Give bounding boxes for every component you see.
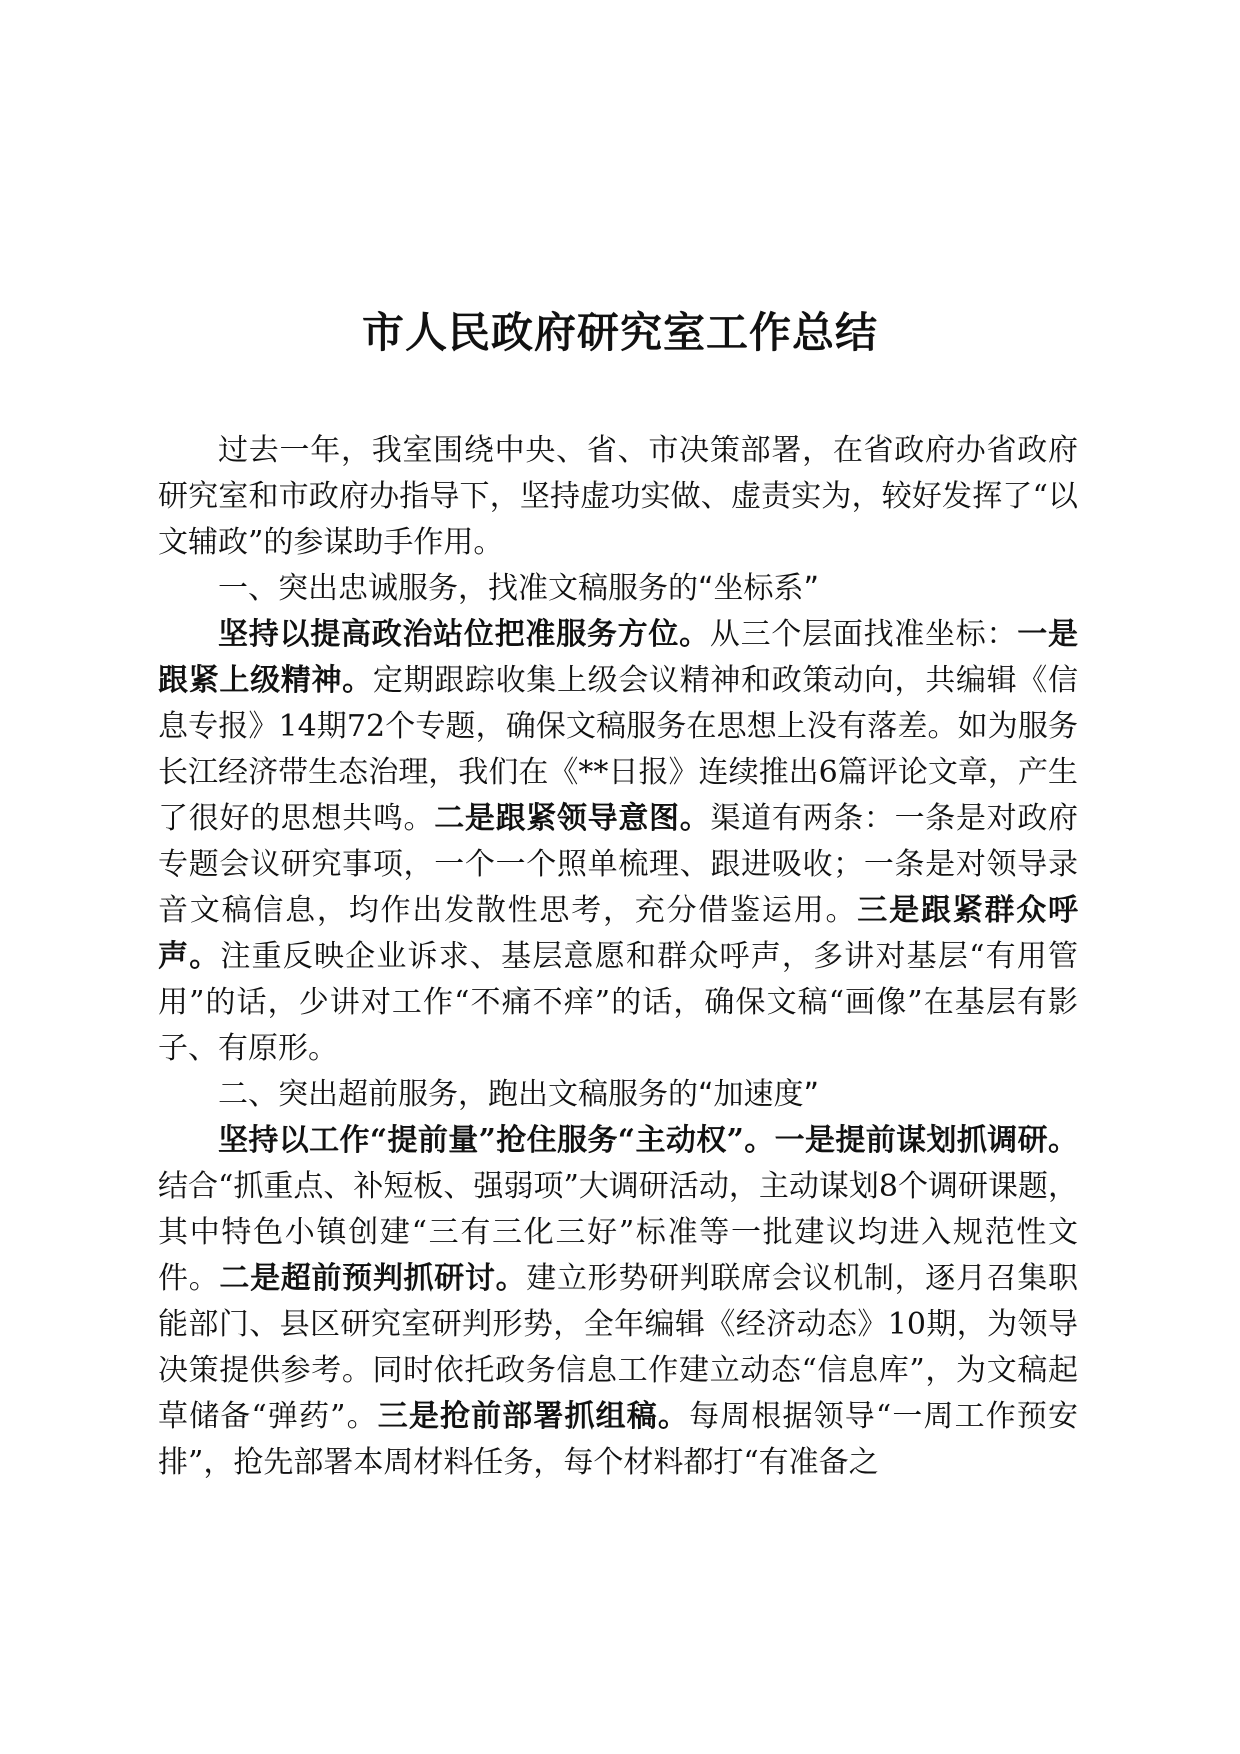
paragraph-text: 定期跟踪收集上级会议精神和政策动向，共编辑《信息专报》14期72个专题，确保文稿服务在思想上没有落差。如为服务长江经济带生态治理，我们在《**日报》连续推出6篇评论文章，产生了很好的思想共鸣。: [158, 663, 1078, 836]
section-2-paragraph: [158, 1118, 1078, 1486]
document-body: [158, 428, 1078, 1486]
section-heading-2: 二、突出超前服务，跑出文稿服务的“加速度”: [218, 1077, 820, 1112]
paragraph-lead: 坚持以工作“提前量”抢住服务“主动权”。: [218, 1123, 775, 1158]
point-label-3: 三是跟紧群众呼声。: [158, 893, 1079, 974]
paragraph-text: 每周根据领导“一周工作预安排”，抢先部署本周材料任务，每个材料都打“有准备之: [158, 1399, 1078, 1480]
intro-paragraph: 过去一年，我室围绕中央、省、市决策部署，在省政府办省政府研究室和市政府办指导下，坚持虚功实做、虚责实为，较好发挥了“以文辅政”的参谋助手作用。: [158, 433, 1078, 560]
document-title: 市人民政府研究室工作总结: [361, 308, 878, 357]
paragraph-text: 结合“抓重点、补短板、强弱项”大调研活动，主动谋划8个调研课题，其中特色小镇创建“三有三化三好”标准等一批建议均进入规范性文件。: [158, 1169, 1078, 1296]
section-1-paragraph: [158, 612, 1078, 1072]
section-heading-1: 一、突出忠诚服务，找准文稿服务的“坐标系”: [218, 571, 820, 606]
paragraph-text: 从三个层面找准坐标：: [709, 617, 1018, 652]
paragraph-lead: 坚持以提高政治站位把准服务方位。: [218, 617, 710, 652]
point-label-1: 一是提前谋划抓调研。: [774, 1123, 1078, 1158]
point-label-1: 一是跟紧上级精神。: [158, 617, 1079, 698]
point-label-3: 三是抢前部署抓组稿。: [377, 1399, 690, 1434]
paragraph-text: 渠道有两条：一条是对政府专题会议研究事项，一个一个照单梳理、跟进吸收；一条是对领导录音文稿信息，均作出发散性思考，充分借鉴运用。: [158, 801, 1079, 928]
paragraph-text: 注重反映企业诉求、基层意愿和群众呼声，多讲对基层“有用管用”的话，少讲对工作“不痛不痒”的话，确保文稿“画像”在基层有影子、有原形。: [158, 939, 1078, 1066]
point-label-2: 二是跟紧领导意图。: [434, 801, 711, 836]
point-label-2: 二是超前预判抓研讨。: [219, 1261, 527, 1296]
paragraph-text: 建立形势研判联席会议机制，逐月召集职能部门、县区研究室研判形势，全年编辑《经济动态》10期，为领导决策提供参考。同时依托政务信息工作建立动态“信息库”，为文稿起草储备“弹药”。: [158, 1261, 1079, 1434]
